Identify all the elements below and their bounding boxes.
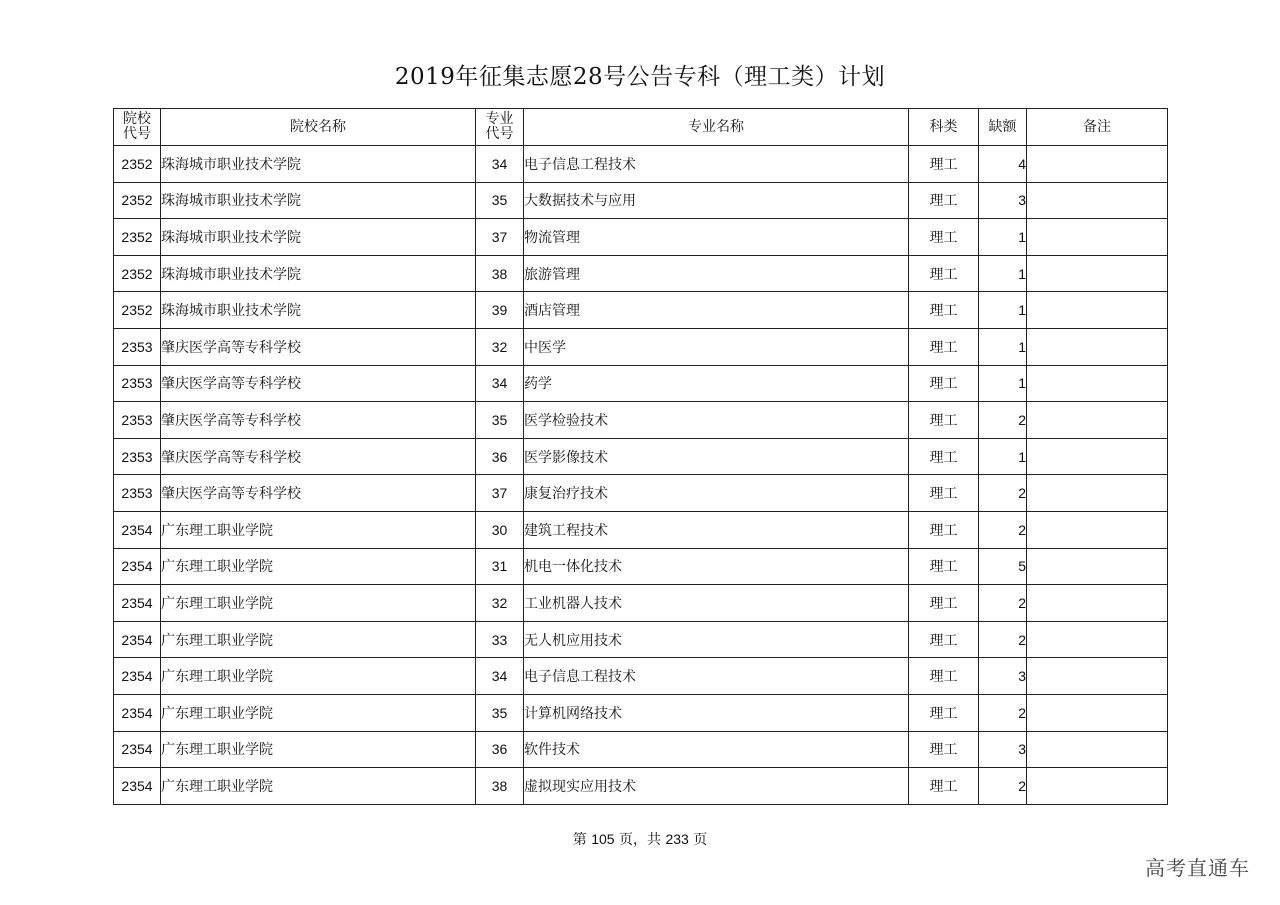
footer-suffix: 页 xyxy=(693,832,708,848)
cell-category: 理工 xyxy=(909,585,979,622)
cell-school-name: 珠海城市职业技术学院 xyxy=(161,182,476,219)
table-row xyxy=(114,328,1168,365)
cell-quota: 1 xyxy=(979,255,1027,292)
cell-school-name: 珠海城市职业技术学院 xyxy=(161,219,476,256)
cell-major-name: 虚拟现实应用技术 xyxy=(524,768,909,805)
cell-note xyxy=(1027,219,1168,256)
table-row xyxy=(114,548,1168,585)
cell-major-code: 36 xyxy=(476,438,524,475)
cell-category: 理工 xyxy=(909,475,979,512)
cell-major-name: 医学影像技术 xyxy=(524,438,909,475)
cell-major-code: 30 xyxy=(476,511,524,548)
cell-note xyxy=(1027,548,1168,585)
cell-major-code: 35 xyxy=(476,402,524,439)
cell-major-code: 32 xyxy=(476,585,524,622)
cell-category: 理工 xyxy=(909,402,979,439)
cell-quota: 3 xyxy=(979,182,1027,219)
cell-major-name: 机电一体化技术 xyxy=(524,548,909,585)
cell-major-name: 酒店管理 xyxy=(524,292,909,329)
header-quota: 缺额 xyxy=(979,109,1027,146)
cell-note xyxy=(1027,585,1168,622)
table-row xyxy=(114,694,1168,731)
table-row xyxy=(114,768,1168,805)
cell-note xyxy=(1027,255,1168,292)
cell-school-name: 广东理工职业学院 xyxy=(161,658,476,695)
table-row xyxy=(114,475,1168,512)
cell-major-name: 电子信息工程技术 xyxy=(524,658,909,695)
cell-quota: 1 xyxy=(979,219,1027,256)
header-major-code: 专业 代号 xyxy=(476,109,524,146)
cell-major-code: 38 xyxy=(476,768,524,805)
cell-major-code: 31 xyxy=(476,548,524,585)
cell-school-name: 珠海城市职业技术学院 xyxy=(161,292,476,329)
cell-school-code: 2352 xyxy=(114,219,161,256)
cell-note xyxy=(1027,621,1168,658)
footer-page-number: 105 xyxy=(591,831,615,847)
cell-major-name: 建筑工程技术 xyxy=(524,511,909,548)
header-school-name: 院校名称 xyxy=(161,109,476,146)
cell-note xyxy=(1027,438,1168,475)
cell-major-name: 康复治疗技术 xyxy=(524,475,909,512)
cell-major-code: 36 xyxy=(476,731,524,768)
cell-major-name: 计算机网络技术 xyxy=(524,694,909,731)
table-header-row xyxy=(114,109,1168,146)
cell-major-code: 34 xyxy=(476,365,524,402)
footer-prefix: 第 xyxy=(572,832,587,848)
cell-school-code: 2352 xyxy=(114,182,161,219)
cell-school-code: 2353 xyxy=(114,475,161,512)
cell-school-code: 2353 xyxy=(114,328,161,365)
header-note: 备注 xyxy=(1027,109,1168,146)
cell-note xyxy=(1027,182,1168,219)
table-row xyxy=(114,438,1168,475)
cell-quota: 1 xyxy=(979,365,1027,402)
cell-category: 理工 xyxy=(909,182,979,219)
table-row xyxy=(114,182,1168,219)
cell-major-code: 32 xyxy=(476,328,524,365)
cell-major-code: 39 xyxy=(476,292,524,329)
cell-major-code: 38 xyxy=(476,255,524,292)
cell-school-name: 肇庆医学高等专科学校 xyxy=(161,365,476,402)
cell-note xyxy=(1027,365,1168,402)
cell-major-name: 无人机应用技术 xyxy=(524,621,909,658)
cell-school-name: 广东理工职业学院 xyxy=(161,548,476,585)
cell-school-name: 广东理工职业学院 xyxy=(161,731,476,768)
cell-quota: 4 xyxy=(979,146,1027,183)
cell-quota: 5 xyxy=(979,548,1027,585)
cell-note xyxy=(1027,511,1168,548)
cell-category: 理工 xyxy=(909,731,979,768)
cell-category: 理工 xyxy=(909,768,979,805)
cell-major-name: 大数据技术与应用 xyxy=(524,182,909,219)
cell-school-code: 2353 xyxy=(114,438,161,475)
cell-category: 理工 xyxy=(909,365,979,402)
cell-category: 理工 xyxy=(909,621,979,658)
cell-major-name: 药学 xyxy=(524,365,909,402)
cell-note xyxy=(1027,658,1168,695)
cell-major-code: 35 xyxy=(476,182,524,219)
cell-school-name: 肇庆医学高等专科学校 xyxy=(161,328,476,365)
cell-major-name: 软件技术 xyxy=(524,731,909,768)
document-title: 2019年征集志愿28号公告专科（理工类）计划 xyxy=(394,64,886,90)
header-school-code: 院校 代号 xyxy=(114,109,161,146)
table-row xyxy=(114,511,1168,548)
cell-school-code: 2354 xyxy=(114,621,161,658)
cell-category: 理工 xyxy=(909,511,979,548)
cell-note xyxy=(1027,731,1168,768)
table-row xyxy=(114,658,1168,695)
cell-school-name: 珠海城市职业技术学院 xyxy=(161,255,476,292)
cell-school-code: 2352 xyxy=(114,255,161,292)
cell-category: 理工 xyxy=(909,255,979,292)
cell-category: 理工 xyxy=(909,438,979,475)
cell-school-name: 广东理工职业学院 xyxy=(161,768,476,805)
cell-school-code: 2354 xyxy=(114,548,161,585)
table-row xyxy=(114,402,1168,439)
page-footer xyxy=(0,829,1280,849)
cell-school-code: 2354 xyxy=(114,731,161,768)
cell-quota: 2 xyxy=(979,585,1027,622)
header-major-name: 专业名称 xyxy=(524,109,909,146)
cell-category: 理工 xyxy=(909,658,979,695)
table-row xyxy=(114,731,1168,768)
cell-school-name: 广东理工职业学院 xyxy=(161,585,476,622)
cell-category: 理工 xyxy=(909,548,979,585)
cell-major-name: 旅游管理 xyxy=(524,255,909,292)
watermark-logo-text: 高考直通车 xyxy=(1145,856,1250,880)
cell-major-name: 中医学 xyxy=(524,328,909,365)
cell-quota: 2 xyxy=(979,511,1027,548)
plan-table xyxy=(113,108,1168,805)
cell-category: 理工 xyxy=(909,292,979,329)
footer-mid: 页，共 xyxy=(619,832,661,848)
cell-category: 理工 xyxy=(909,219,979,256)
cell-major-name: 工业机器人技术 xyxy=(524,585,909,622)
cell-school-code: 2352 xyxy=(114,146,161,183)
cell-school-name: 肇庆医学高等专科学校 xyxy=(161,402,476,439)
cell-major-code: 37 xyxy=(476,219,524,256)
cell-quota: 1 xyxy=(979,328,1027,365)
table-row xyxy=(114,621,1168,658)
cell-school-code: 2354 xyxy=(114,511,161,548)
cell-school-name: 广东理工职业学院 xyxy=(161,621,476,658)
cell-category: 理工 xyxy=(909,694,979,731)
cell-school-name: 肇庆医学高等专科学校 xyxy=(161,438,476,475)
table-row xyxy=(114,365,1168,402)
cell-quota: 2 xyxy=(979,621,1027,658)
cell-quota: 2 xyxy=(979,694,1027,731)
cell-quota: 2 xyxy=(979,768,1027,805)
cell-quota: 1 xyxy=(979,292,1027,329)
cell-quota: 2 xyxy=(979,475,1027,512)
cell-major-code: 35 xyxy=(476,694,524,731)
cell-major-name: 电子信息工程技术 xyxy=(524,146,909,183)
cell-major-name: 医学检验技术 xyxy=(524,402,909,439)
table-row xyxy=(114,219,1168,256)
footer-total-pages: 233 xyxy=(665,831,689,847)
cell-note xyxy=(1027,402,1168,439)
cell-major-code: 34 xyxy=(476,146,524,183)
cell-quota: 3 xyxy=(979,658,1027,695)
header-category: 科类 xyxy=(909,109,979,146)
table-row xyxy=(114,255,1168,292)
table-row xyxy=(114,585,1168,622)
cell-school-name: 广东理工职业学院 xyxy=(161,694,476,731)
cell-school-code: 2354 xyxy=(114,694,161,731)
cell-quota: 3 xyxy=(979,731,1027,768)
cell-major-name: 物流管理 xyxy=(524,219,909,256)
cell-school-code: 2353 xyxy=(114,402,161,439)
cell-school-name: 肇庆医学高等专科学校 xyxy=(161,475,476,512)
cell-note xyxy=(1027,146,1168,183)
cell-note xyxy=(1027,475,1168,512)
table-row xyxy=(114,146,1168,183)
cell-school-code: 2354 xyxy=(114,658,161,695)
cell-major-code: 33 xyxy=(476,621,524,658)
cell-note xyxy=(1027,768,1168,805)
cell-category: 理工 xyxy=(909,328,979,365)
cell-note xyxy=(1027,694,1168,731)
cell-school-code: 2353 xyxy=(114,365,161,402)
cell-school-code: 2352 xyxy=(114,292,161,329)
cell-major-code: 37 xyxy=(476,475,524,512)
table-row xyxy=(114,292,1168,329)
cell-quota: 2 xyxy=(979,402,1027,439)
cell-school-code: 2354 xyxy=(114,768,161,805)
cell-school-code: 2354 xyxy=(114,585,161,622)
cell-major-code: 34 xyxy=(476,658,524,695)
cell-school-name: 珠海城市职业技术学院 xyxy=(161,146,476,183)
cell-note xyxy=(1027,328,1168,365)
cell-quota: 1 xyxy=(979,438,1027,475)
cell-category: 理工 xyxy=(909,146,979,183)
cell-school-name: 广东理工职业学院 xyxy=(161,511,476,548)
cell-note xyxy=(1027,292,1168,329)
